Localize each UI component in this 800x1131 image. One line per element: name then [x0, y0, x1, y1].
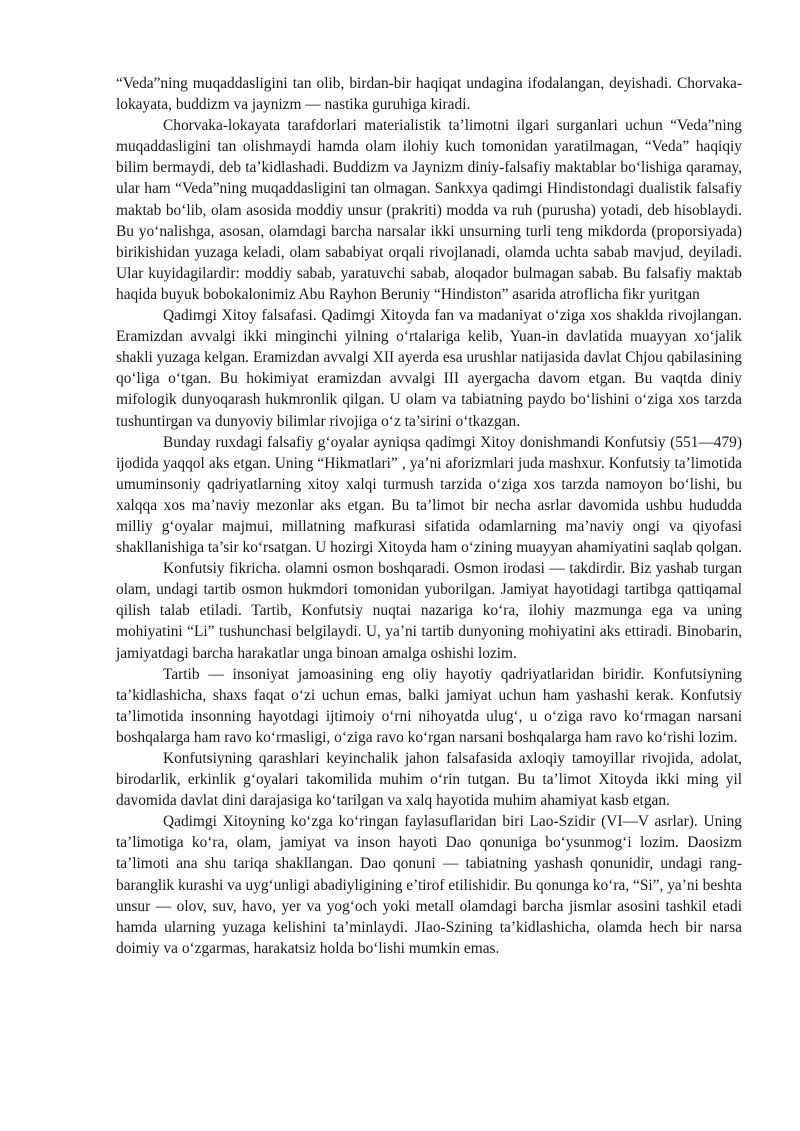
paragraph-lao-tzu: Qadimgi Xitoyning ko‘zga ko‘ringan faylasuflaridan biri Lao-Szidir (VI—V asrlar). Uning ta’limotiga ko‘ra, olam, jamiyat va inson hayoti Dao qonuniga bo‘ysunmog‘i lozim. Daosizm ta’limoti ana shu tariqa shakllangan. Dao qonuni — tabiatning yashash qonunidir, undagi rang-baranglik kurashi va uyg‘unligi abadiyligining e’tirof etilishidir. Bu qonunga ko‘ra, “Si”, ya’ni beshta unsur — olov, suv, havo, yer va yog‘och yoki metall olamdagi barcha jismlar asosini tashkil etadi hamda ularning yuzaga kelishini ta’minlaydi. JIao-Szining ta’kidlashicha, olamda hech bir narsa doimiy va o‘zgarmas, harakatsiz holda bo‘lishi mumkin emas.: [116, 813, 742, 957]
paragraph-confucian-legacy: Konfutsiyning qarashlari keyinchalik jahon falsafasida axloqiy tamoyillar rivojida, adolat, birodarlik, erkinlik g‘oyalari takomilida muhim o‘rin tutgan. Bu ta’limot Xitoyda ikki ming yil davomida davlat dini darajasiga ko‘tarilgan va xalq hayotida muhim ahamiyat kasb etgan.: [116, 750, 742, 810]
paragraph-confucius-heaven: Konfutsiy fikricha. olamni osmon boshqaradi. Osmon irodasi — takdirdir. Biz yashab turgan olam, undagi tartib osmon hukmdori tomonidan yuborilgan. Jamiyat hayotidagi tartibga qattiqamal qilish talab etiladi. Tartib, Konfutsiy nuqtai nazariga ko‘ra, ilohiy mazmunga ega va uning mohiyatini “Li” tushunchasi belgilaydi. U, ya’ni tartib dunyoning mohiyatini aks ettiradi. Binobarin, jamiyatdagi barcha harakatlar unga binoan amalga oshishi lozim.: [116, 560, 742, 662]
paragraph-ancient-china-philosophy: Qadimgi Xitoy falsafasi. Qadimgi Xitoyda fan va madaniyat o‘ziga xos shaklda rivojlangan. Eramizdan avvalgi ikki minginchi yilning o‘rtalariga kelib, Yuan-in davlatida muayyan xo‘jalik shakli yuzaga kelgan. Eramizdan avvalgi XII ayerda esa urushlar natijasida davlat Chjou qabilasining qo‘liga o‘tgan. Bu hokimiyat eramizdan avvalgi III ayergacha davom etgan. Bu vaqtda diniy mifologik dunyoqarash hukmronlik qilgan. U olam va tabiatning paydo bo‘lishini o‘ziga xos tarzda tushuntirgan va dunyoviy bilimlar rivojiga o‘z ta’sirini o‘tkazgan.: [116, 307, 742, 430]
document-page: [116, 73, 742, 959]
paragraph-veda-continuation: “Veda”ning muqaddasligini tan olib, birdan-bir haqiqat undagina ifodalangan, deyishadi. Chorvaka-lokayata, buddizm va jaynizm — nastika guruhiga kiradi.: [116, 75, 742, 114]
paragraph-chorvaka-lokayata: Chorvaka-lokayata tarafdorlari materialistik ta’limotni ilgari surganlari uchun “Veda”ning muqaddasligini tan olishmaydi hamda olam ilohiy kuch tomonidan yaratilmagan, “Veda” haqiqiy bilim bermaydi, deb ta’kidlashadi. Buddizm va Jaynizm diniy-falsafiy maktablar bo‘lishiga qaramay, ular ham “Veda”ning muqaddasligini tan olmagan. Sankxya qadimgi Hindistondagi dualistik falsafiy maktab bo‘lib, olam asosida moddiy unsur (prakriti) modda va ruh (purusha) yotadi, deb hisoblaydi. Bu yo‘nalishga, asosan, olamdagi barcha narsalar ikki unsurning turli teng mikdorda (proporsiyada) birikishidan yuzaga keladi, olam sababiyat orqali rivojlanadi, olamda uchta sabab mavjud, deyiladi. Ular kuyidagilardir: moddiy sabab, yaratuvchi sabab, aloqador bulmagan sabab. Bu falsafiy maktab haqida buyuk bobokalonimiz Abu Rayhon Beruniy “Hindiston” asarida atroflicha fikr yuritgan: [116, 117, 742, 303]
paragraph-order: Tartib — insoniyat jamoasining eng oliy hayotiy qadriyatlaridan biridir. Konfutsiyning ta’kidlashicha, shaxs faqat o‘zi uchun emas, balki jamiyat uchun ham yashashi kerak. Konfutsiy ta’limotida insonning hayotdagi ijtimoiy o‘rni nihoyatda ulug‘, u o‘ziga ravo ko‘rmagan narsani boshqalarga ham ravo ko‘rmasligi, o‘ziga ravo ko‘rgan narsani boshqalarga ham ravo ko‘rishi lozim.: [116, 665, 742, 746]
paragraph-confucius: Bunday ruxdagi falsafiy g‘oyalar ayniqsa qadimgi Xitoy donishmandi Konfutsiy (551—479) ijodida yaqqol aks etgan. Uning “Hikmatlari” , ya’ni aforizmlari juda mashxur. Konfutsiy ta’limotida umuminsoniy qadriyatlarning xitoy xalqi turmush tarzida o‘ziga xos tarzda namoyon bo‘lishi, bu xalqqa xos ma’naviy mezonlar aks etgan. Bu ta’limot bir necha asrlar davomida ushbu hududda milliy g‘oyalar majmui, millatning mafkurasi sifatida odamlarning ma’naviy ongi va qiyofasi shakllanishiga ta’sir ko‘rsatgan. U hozirgi Xitoyda ham o‘zining muayyan ahamiyatini saqlab qolgan.: [116, 433, 742, 557]
